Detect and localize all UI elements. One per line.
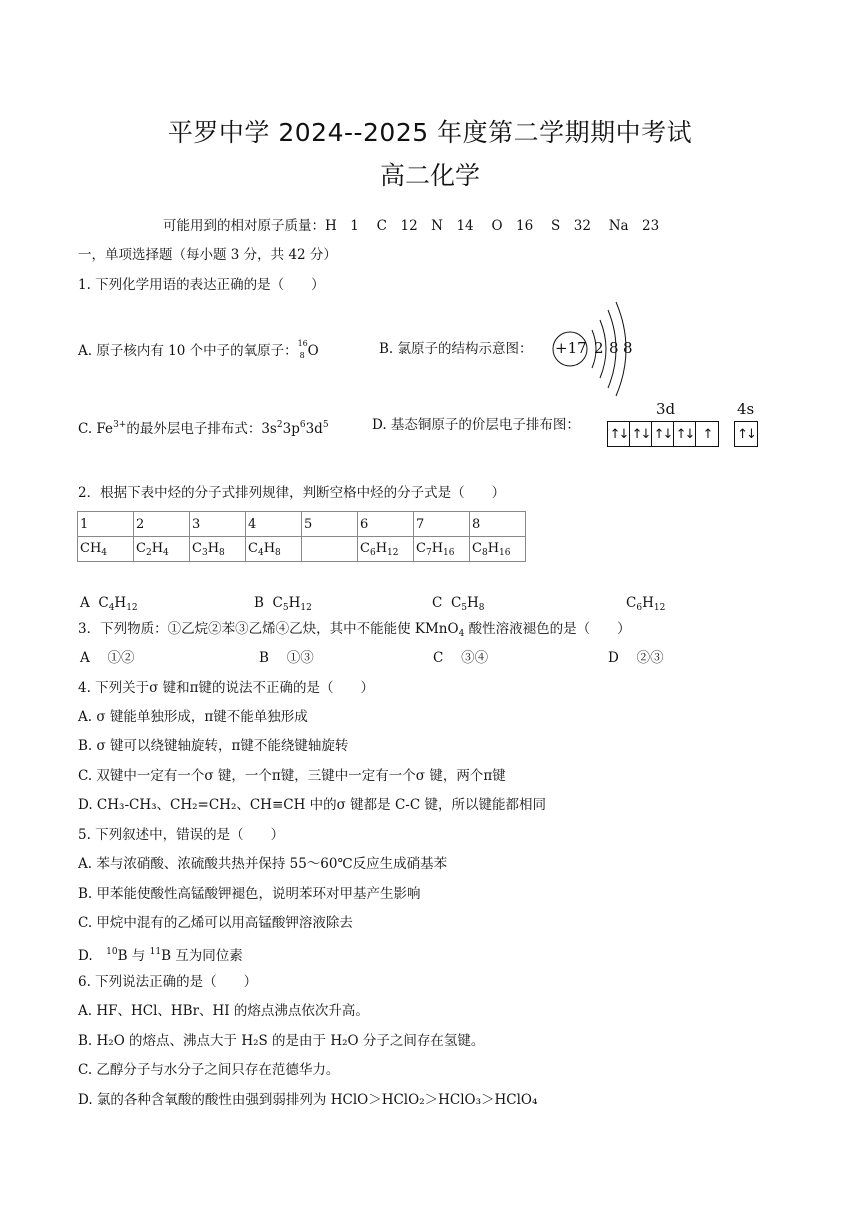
question-6-option-c: C. 乙醇分子与水分子之间只存在范德华力。 [78, 1062, 340, 1078]
question-5-option-a: A. 苯与浓硝酸、浓硫酸共热并保持 55～60℃反应生成硝基苯 [78, 856, 448, 872]
orbital-box: ↑ [702, 426, 712, 442]
table-cell: 1 [78, 512, 134, 537]
table-cell: 3 [190, 512, 246, 537]
table-cell: 8 [470, 512, 526, 537]
table-cell: $C_2H_4$ [134, 537, 190, 562]
question-2-option-a: A $C_4H_{12}$ [80, 595, 138, 613]
table-cell: $C_8H_{16}$ [470, 537, 526, 562]
hydrocarbon-table [77, 511, 526, 562]
chlorine-nucleus: +17 [555, 339, 587, 357]
table-cell: 2 [134, 512, 190, 537]
question-2-stem: 2．根据下表中烃的分子式排列规律，判断空格中烃的分子式是（ ） [78, 485, 506, 501]
question-5-stem: 5. 下列叙述中，错误的是（ ） [78, 827, 285, 843]
question-5-option-b: B. 甲苯能使酸性高锰酸钾褪色，说明苯环对甲基产生影响 [78, 886, 421, 902]
orbital-box: ↑↓ [608, 422, 630, 446]
question-4-stem: 4. 下列关于σ 键和π键的说法不正确的是（ ） [78, 680, 375, 696]
question-3-stem: 3．下列物质：①乙烷②苯③乙烯④乙炔，其中不能能使 KMnO$_4$ 酸性溶液褪色的是（ ） [78, 621, 631, 639]
table-row [78, 512, 526, 537]
question-4-option-b: B. σ 键可以绕键轴旋转，π键不能绕键轴旋转 [78, 738, 349, 754]
question-1-stem: 1. 下列化学用语的表达正确的是（ ） [78, 277, 325, 293]
question-3-option-c: C ③④ [433, 650, 489, 666]
question-6-option-d: D. 氯的各种含氧酸的酸性由强到弱排列为 HClO＞HClO₂＞HClO₃＞HClO₄ [78, 1092, 538, 1108]
orbital-diagram-3d [607, 421, 719, 447]
question-1-option-b: B. 氯原子的结构示意图： [379, 341, 533, 357]
chlorine-shell-3: 8 [623, 339, 633, 357]
question-1-option-d: D. 基态铜原子的价层电子排布图： [372, 417, 580, 433]
question-4-option-d: D. CH₃-CH₃、CH₂=CH₂、CH≡CH 中的σ 键都是 C-C 键，所以键能都相同 [78, 797, 546, 813]
orbital-box: ↑↓ [737, 426, 755, 442]
table-cell: $C_3H_8$ [190, 537, 246, 562]
orbital-diagram-4s [734, 421, 758, 447]
question-3-option-a: A ①② [80, 650, 135, 666]
table-cell: 5 [302, 512, 358, 537]
question-5-option-c: C. 甲烷中混有的乙烯可以用高锰酸钾溶液除去 [78, 915, 353, 931]
question-1-option-c: C. $Fe^{3+}$的最外层电子排布式：$3s^23p^63d^5$ [78, 420, 329, 437]
question-3-option-d: D ②③ [608, 650, 664, 666]
table-cell: $CH_4$ [78, 537, 134, 562]
section-heading: 一，单项选择题（每小题 3 分，共 42 分） [78, 247, 337, 263]
question-3-option-b: B ①③ [259, 650, 314, 666]
orbital-box: ↑↓ [652, 422, 674, 446]
table-cell-blank [302, 537, 358, 562]
question-6-stem: 6. 下列说法正确的是（ ） [78, 974, 258, 990]
page-subtitle: 高二化学 [379, 161, 480, 190]
question-2-option-c: C $C_5H_8$ [432, 595, 485, 613]
question-4-option-a: A. σ 键能单独形成，π键不能单独形成 [78, 709, 308, 725]
question-2-option-d: $C_6H_{12}$ [626, 595, 666, 613]
table-cell: 4 [246, 512, 302, 537]
table-row [78, 537, 526, 562]
orbital-box: ↑↓ [674, 422, 696, 446]
orbital-label-3d: 3d [656, 400, 676, 418]
table-cell: 6 [358, 512, 414, 537]
question-5-option-d: D. $^{10}$B 与 $^{11}$B 互为同位素 [78, 947, 243, 964]
question-6-option-b: B. H₂O 的熔点、沸点大于 H₂S 的是由于 H₂O 分子之间存在氢键。 [78, 1033, 485, 1049]
atomic-masses: 可能用到的相对原子质量：H 1 C 12 N 14 O 16 S 32 Na 23 [163, 218, 660, 234]
orbital-label-4s: 4s [737, 400, 755, 418]
chlorine-shell-1: 2 [594, 339, 604, 357]
question-2-option-b: B $C_5H_{12}$ [254, 595, 312, 613]
orbital-box: ↑↓ [630, 422, 652, 446]
chlorine-shell-2: 8 [609, 339, 619, 357]
question-1-option-a: A. 原子核内有 10 个中子的氧原子： 16 8 O [78, 339, 319, 360]
page-title: 平罗中学 2024--2025 年度第二学期期中考试 [167, 118, 693, 147]
table-cell: $C_7H_{16}$ [414, 537, 470, 562]
table-cell: 7 [414, 512, 470, 537]
question-4-option-c: C. 双键中一定有一个σ 键，一个π键，三键中一定有一个σ 键，两个π键 [78, 768, 506, 784]
table-cell: $C_6H_{12}$ [358, 537, 414, 562]
question-6-option-a: A. HF、HCl、HBr、HI 的熔点沸点依次升高。 [78, 1003, 369, 1019]
table-cell: $C_4H_8$ [246, 537, 302, 562]
